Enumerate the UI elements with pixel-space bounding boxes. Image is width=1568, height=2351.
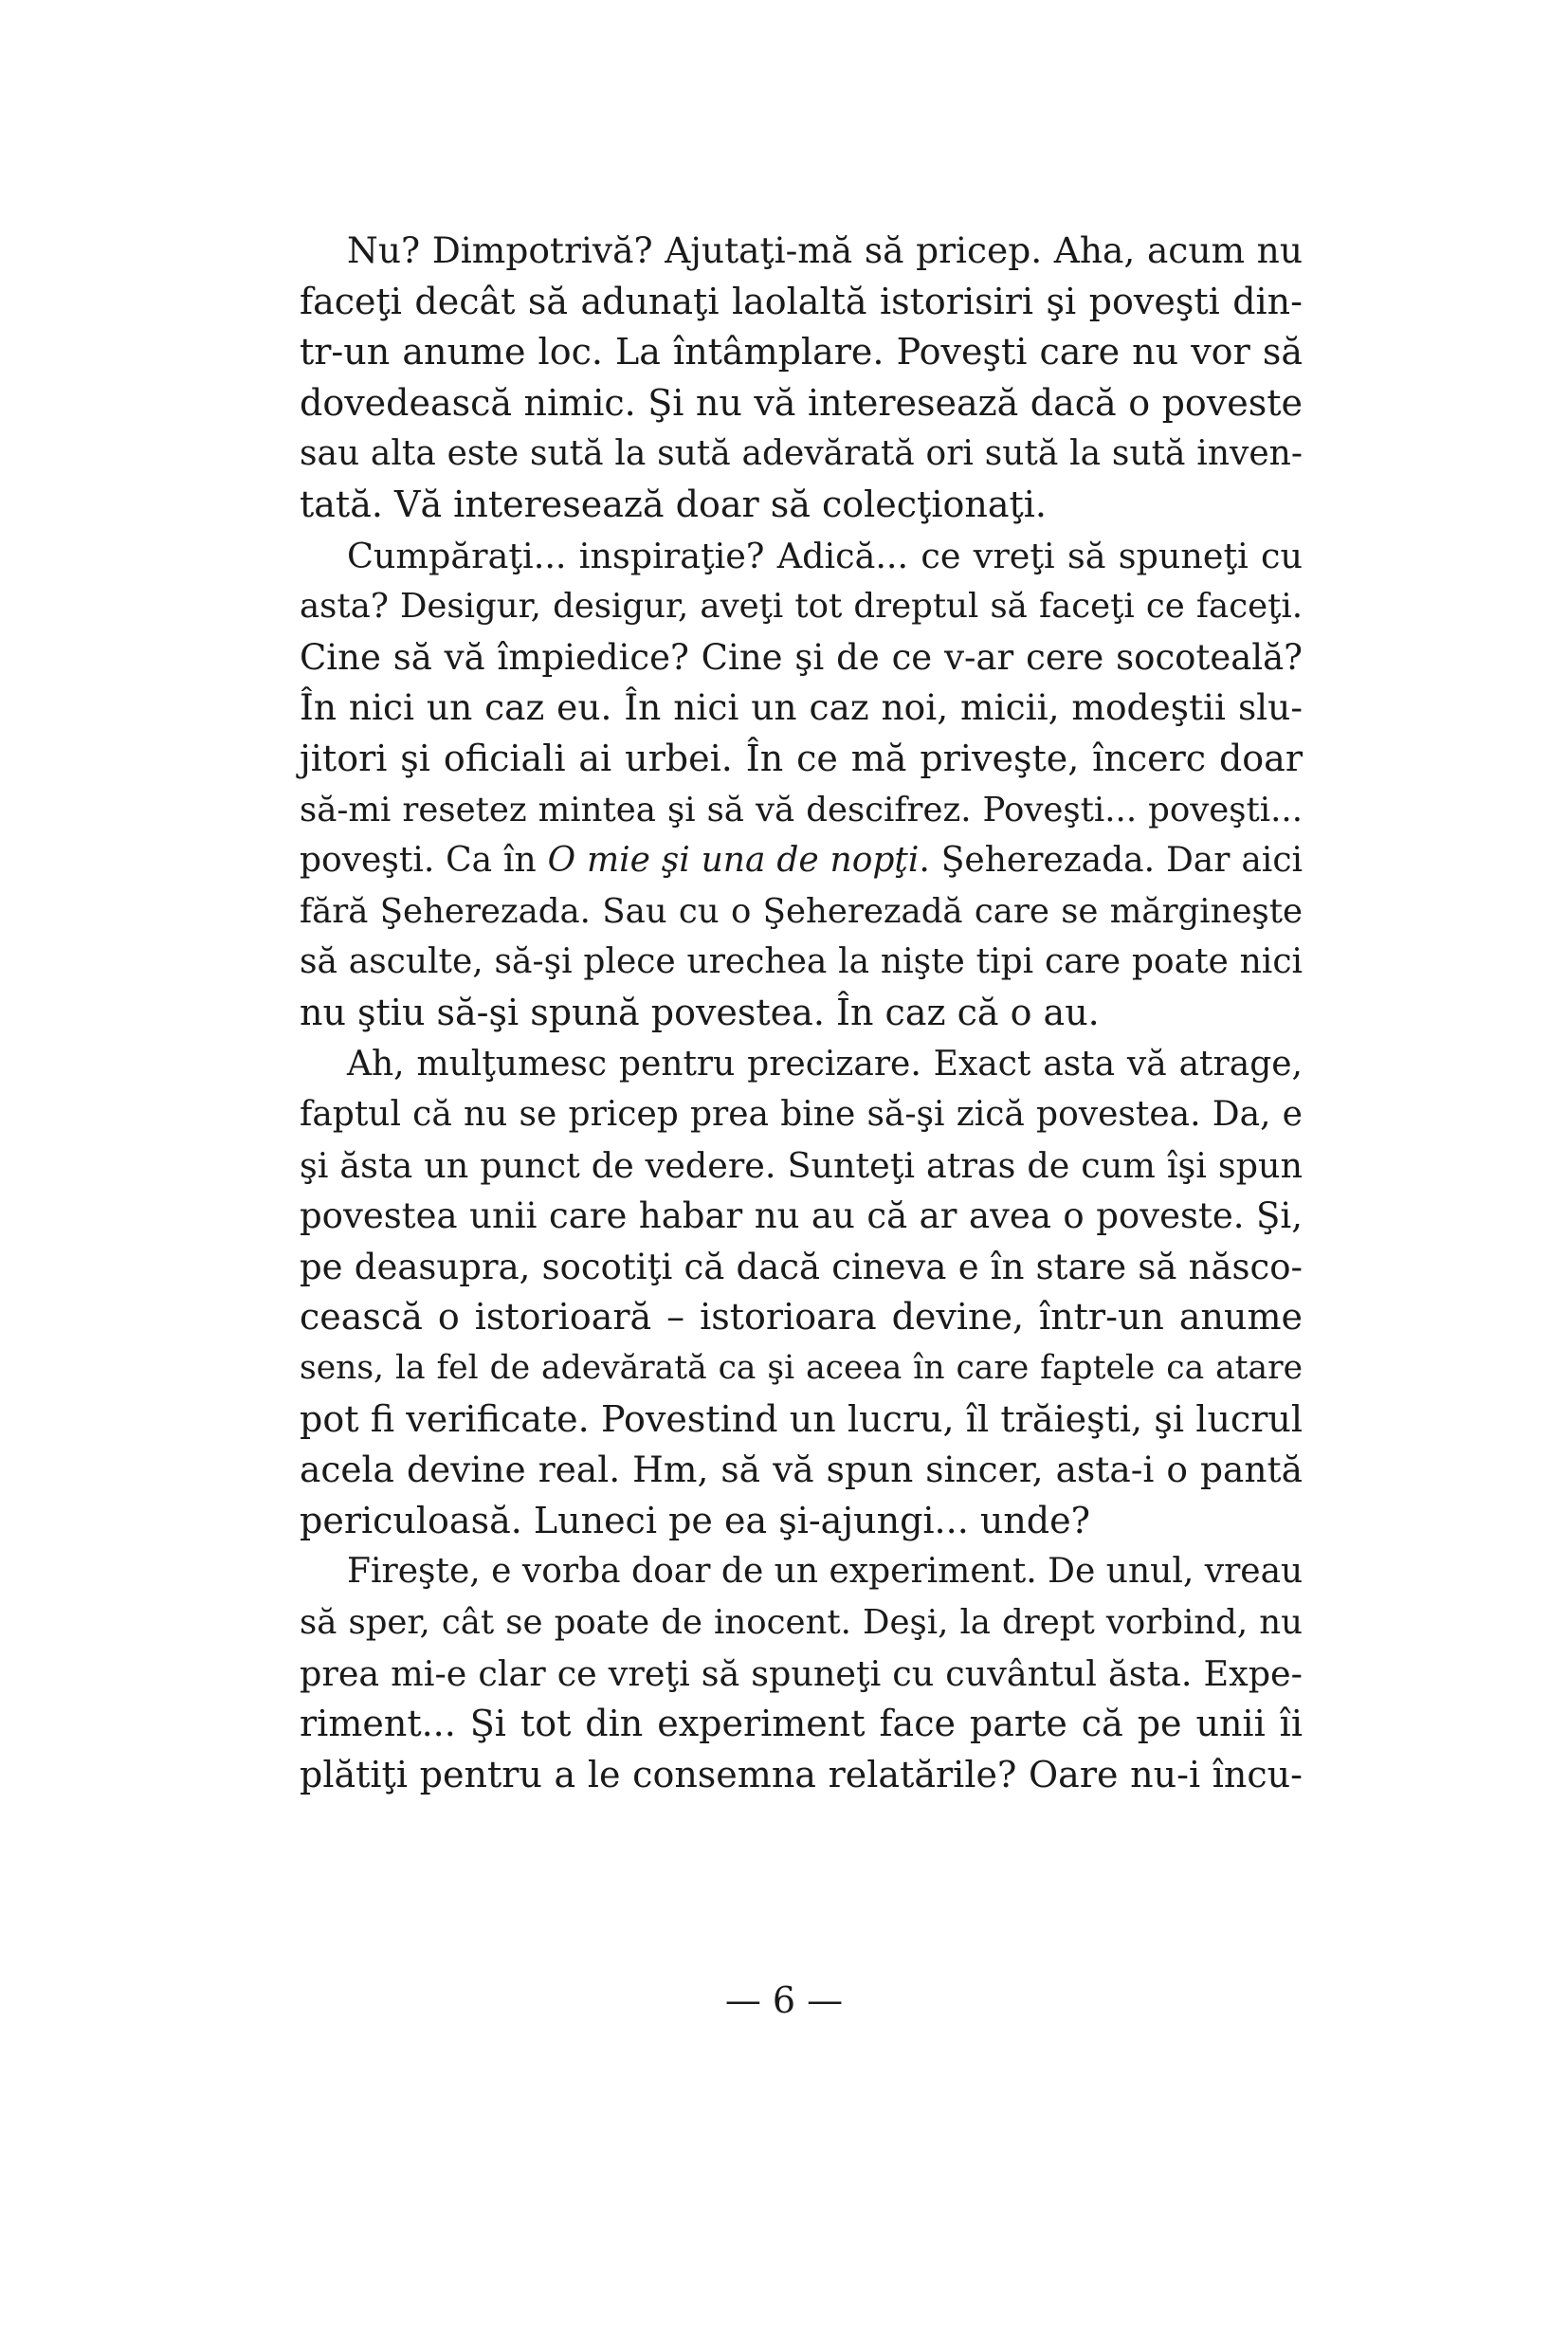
paragraph-first-line: Cumpăraţi... inspiraţie? Adică... ce vreţi să spuneţi cu xyxy=(347,535,1303,576)
page-number: — 6 — xyxy=(724,1979,844,2021)
book-title-italic: O mie şi una de nopţi xyxy=(547,841,920,881)
text-line: povestea unii care habar nu au că ar avea o poveste. Şi, xyxy=(300,1195,1303,1237)
text-line: să sper, cât se poate de inocent. Deşi, la drept vorbind, nu xyxy=(300,1603,1303,1643)
text-line: nu ştiu să-şi spună povestea. În caz că o au. xyxy=(300,991,1100,1033)
paragraph-first-line: Fireşte, e vorba doar de un experiment. De unul, vreau xyxy=(347,1552,1304,1592)
text-line: pe deasupra, socotiţi că dacă cineva e în stare să născo- xyxy=(300,1246,1303,1287)
text-line: asta? Desigur, desigur, aveţi tot dreptul să faceţi ce faceţi. xyxy=(300,587,1303,627)
text-line: pot fi verificate. Povestind un lucru, îl trăieşti, şi lucrul xyxy=(300,1397,1303,1440)
text-line: dovedească nimic. Şi nu vă interesează dacă o poveste xyxy=(300,381,1303,424)
text-line: jitori şi oficiali ai urbei. În ce mă priveşte, încerc doar xyxy=(300,737,1303,779)
text-line: prea mi-e clar ce vreţi să spuneţi cu cuvântul ăsta. Expe- xyxy=(300,1652,1303,1694)
paragraph-first-line: Nu? Dimpotrivă? Ajutaţi-mă să pricep. Aha, acum nu xyxy=(347,229,1303,271)
text-line: să-mi resetez mintea şi să vă descifrez. Poveşti... poveşti... xyxy=(300,790,1303,829)
text-line: faceţi decât să adunaţi laolaltă istorisiri şi poveşti din- xyxy=(300,280,1303,322)
text-line: fără Şeherezada. Sau cu o Şeherezadă care se mărgineşte xyxy=(300,891,1303,931)
text-line: tr-un anume loc. La întâmplare. Poveşti care nu vor să xyxy=(300,331,1303,374)
text-line: În nici un caz eu. În nici un caz noi, micii, modeştii slu- xyxy=(300,686,1303,729)
text-line: tată. Vă interesează doar să colecţionaţi. xyxy=(300,483,1047,525)
body-text xyxy=(300,226,1303,1800)
text-line: sau alta este sută la sută adevărată ori sută la sută inven- xyxy=(300,434,1303,474)
text-line: sens, la fel de adevărată ca şi aceea în care faptele ca atare xyxy=(300,1349,1303,1388)
text-line: să asculte, să-şi plece urechea la nişte tipi care poate nici xyxy=(300,942,1303,982)
text-line: periculoasă. Luneci pe ea şi-ajungi... unde? xyxy=(300,1499,1090,1541)
text-line: şi ăsta un punct de vedere. Sunteţi atras de cum îşi spun xyxy=(300,1144,1303,1186)
text-line xyxy=(300,835,1303,886)
text-line: plătiţi pentru a le consemna relatările? Oare nu-i încu- xyxy=(300,1753,1303,1795)
paragraph-first-line: Ah, mulţumesc pentru precizare. Exact asta vă atrage, xyxy=(347,1044,1303,1084)
text-line: acela devine real. Hm, să vă spun sincer, asta-i o pantă xyxy=(300,1449,1303,1491)
text-line: cească o istorioară – istorioara devine, într-un anume xyxy=(300,1296,1303,1339)
text-line: faptul că nu se pricep prea bine să-şi zică povestea. Da, e xyxy=(300,1095,1303,1135)
text-line: Cine să vă împiedice? Cine şi de ce v-ar cere socoteală? xyxy=(300,636,1303,678)
text-segment: poveşti. Ca în xyxy=(300,841,548,881)
text-line: riment... Şi tot din experiment face parte că pe unii îi xyxy=(300,1703,1303,1745)
text-segment: . Şeherezada. Dar aici xyxy=(919,841,1303,881)
